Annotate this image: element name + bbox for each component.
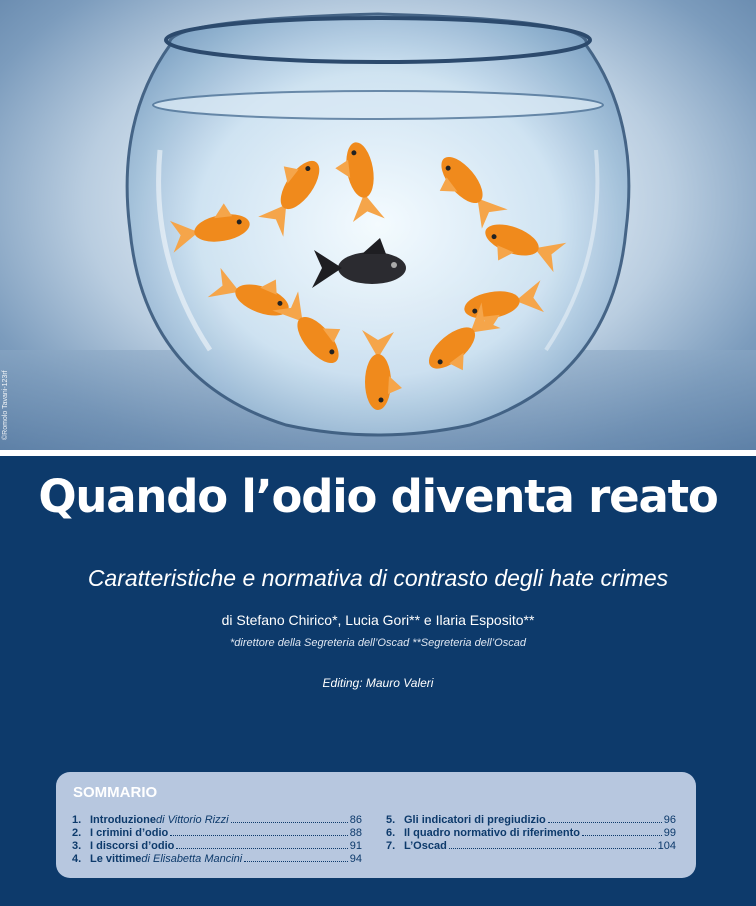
item-number: 2. — [72, 827, 82, 839]
summary-item[interactable] — [72, 827, 362, 840]
item-author: di Elisabetta Mancini — [141, 853, 243, 865]
item-label: I discorsi d’odio — [90, 840, 175, 852]
summary-item[interactable] — [386, 827, 676, 840]
summary-item[interactable] — [72, 814, 362, 827]
dot-leader — [582, 835, 662, 836]
item-number: 1. — [72, 814, 82, 826]
item-number: 5. — [386, 814, 396, 826]
item-label: Introduzione — [90, 814, 156, 826]
item-number: 3. — [72, 840, 82, 852]
item-label: Gli indicatori di pregiudizio — [404, 814, 546, 826]
goldfish-bowl-illustration — [0, 0, 756, 450]
item-label: I crimini d’odio — [90, 827, 169, 839]
item-page: 88 — [349, 827, 362, 839]
summary-heading: SOMMARIO — [73, 784, 158, 801]
item-page: 94 — [349, 853, 362, 865]
dot-leader — [176, 848, 347, 849]
item-page: 96 — [663, 814, 676, 826]
summary-box — [56, 772, 696, 878]
item-label: Il quadro normativo di riferimento — [404, 827, 581, 839]
dot-leader — [231, 822, 348, 823]
goldfish-bowl-photo — [0, 0, 756, 450]
summary-column-right — [386, 814, 676, 853]
item-page: 99 — [663, 827, 676, 839]
editing-credit: Editing: Mauro Valeri — [322, 676, 434, 690]
summary-item[interactable] — [72, 840, 362, 853]
item-page: 104 — [657, 840, 676, 852]
photo-credit: ©Romolo Tavani-123rf — [2, 370, 9, 440]
page-subtitle: Caratteristiche e normativa di contrasto degli hate crimes — [87, 565, 669, 591]
item-number: 7. — [386, 840, 396, 852]
summary-item[interactable] — [386, 814, 676, 827]
summary-item[interactable] — [72, 853, 362, 866]
summary-column-left — [72, 814, 362, 866]
summary-item[interactable] — [386, 840, 676, 853]
item-label: L’Oscad — [404, 840, 447, 852]
item-number: 6. — [386, 827, 396, 839]
item-page: 86 — [349, 814, 362, 826]
affiliations-line: *direttore della Segreteria dell’Oscad **Segreteria dell’Oscad — [230, 637, 526, 649]
item-label: Le vittime — [90, 853, 142, 865]
authors-line: di Stefano Chirico*, Lucia Gori** e Ilaria Esposito** — [221, 612, 535, 628]
dot-leader — [548, 822, 662, 823]
item-page: 91 — [349, 840, 362, 852]
page-title: Quando l’odio diventa reato — [38, 470, 718, 523]
item-number: 4. — [72, 853, 82, 865]
dot-leader — [170, 835, 348, 836]
dot-leader — [244, 861, 348, 862]
dot-leader — [449, 848, 656, 849]
divider — [0, 450, 756, 456]
item-author: di Vittorio Rizzi — [156, 814, 229, 826]
